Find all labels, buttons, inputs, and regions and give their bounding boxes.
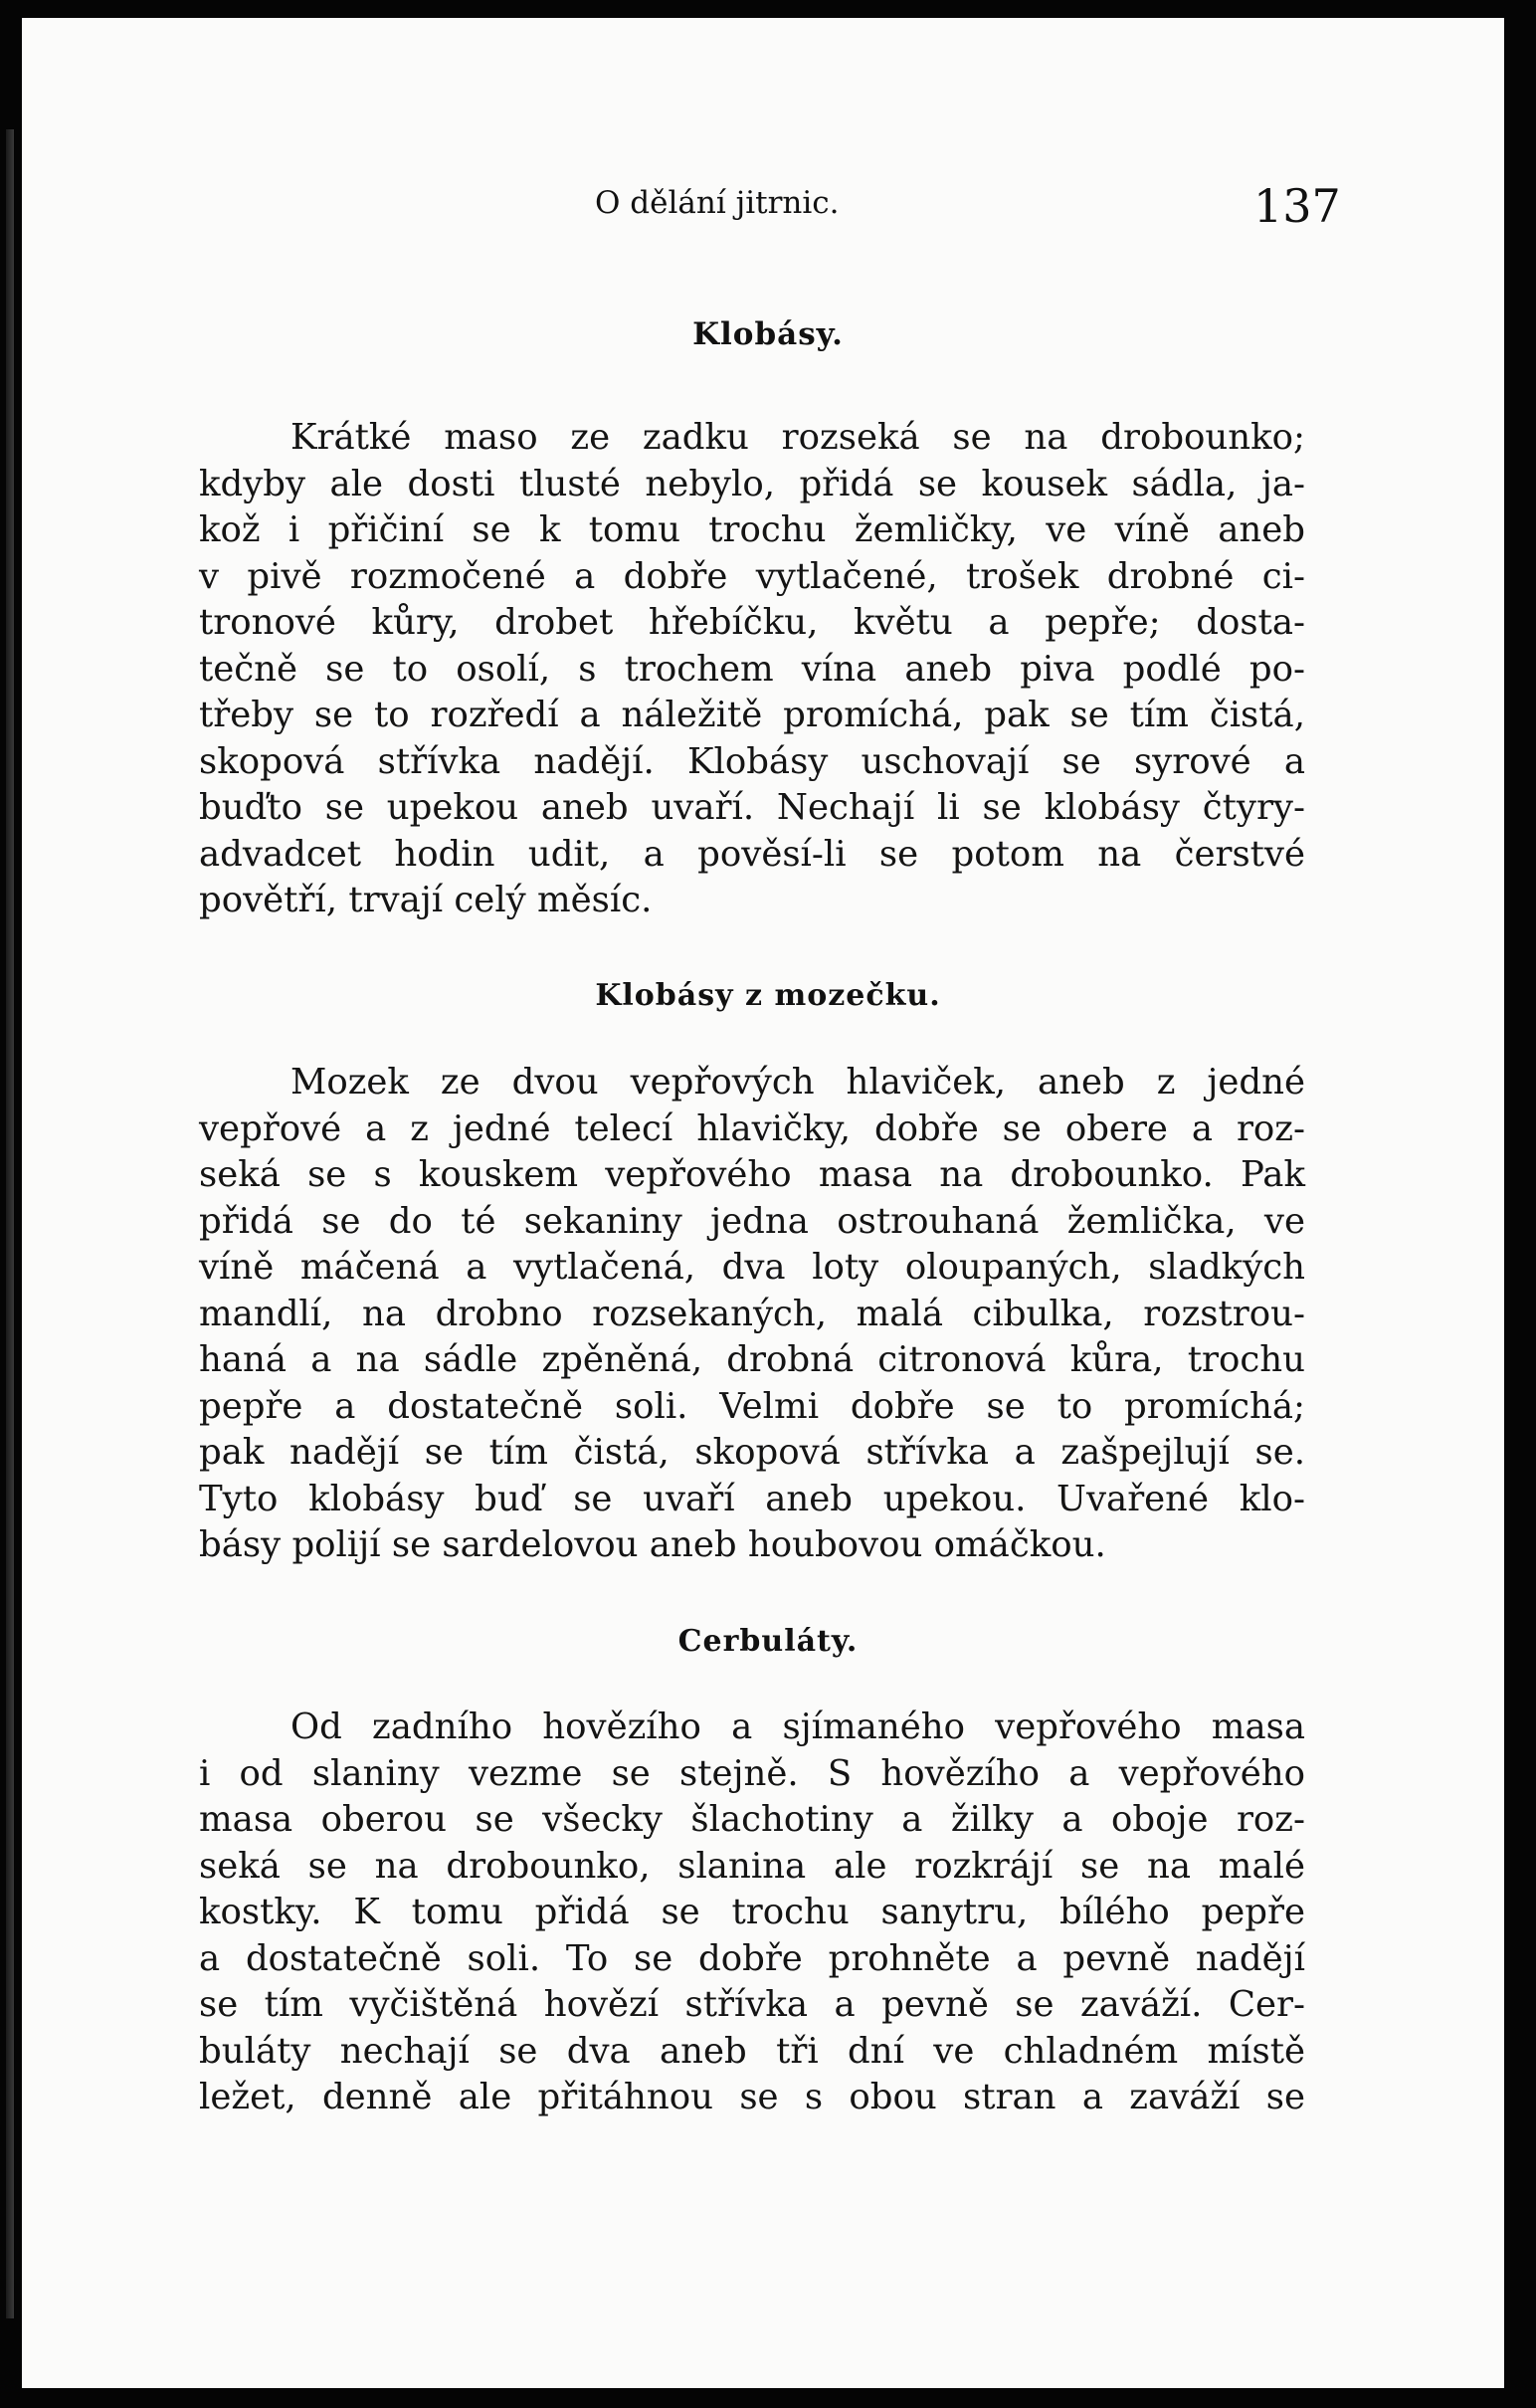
running-head: O dělání jitrnic. bbox=[595, 185, 840, 221]
text-line: buďto se upekou aneb uvaří. Nechají li se klobásy čtyry- bbox=[199, 787, 1305, 828]
text-line: pak nadějí se tím čistá, skopová střívka a zašpejlují se. bbox=[199, 1432, 1305, 1473]
text-line: skopová střívka nadějí. Klobásy uschovají se syrové a bbox=[199, 740, 1305, 782]
text-line: tronové kůry, drobet hřebíčku, květu a pepře; dosta- bbox=[199, 602, 1305, 643]
text-line: tečně se to osolí, s trochem vína aneb piva podlé po- bbox=[199, 648, 1305, 690]
text-line: seká se na drobounko, slanina ale rozkrájí se na malé bbox=[199, 1845, 1305, 1887]
text-line: přidá se do té sekaniny jedna ostrouhaná žemlička, ve bbox=[199, 1200, 1305, 1242]
paragraph-klobasy-z-mozecku bbox=[199, 1060, 1305, 1569]
text-line: Tyto klobásy buď se uvaří aneb upekou. Uvařené klo- bbox=[199, 1478, 1305, 1519]
text-line: vepřové a z jedné telecí hlavičky, dobře se obere a roz- bbox=[199, 1107, 1305, 1149]
section-heading-cerbulaty: Cerbuláty. bbox=[677, 1624, 859, 1659]
section-heading-klobasy: Klobásy. bbox=[692, 316, 844, 352]
text-line: Od zadního hovězího a sjímaného vepřového masa bbox=[290, 1706, 1305, 1747]
text-line: se tím vyčištěná hovězí střívka a pevně se zaváží. Cer- bbox=[199, 1984, 1305, 2025]
page-edge-shadow bbox=[6, 129, 14, 2318]
text-line: i od slaniny vezme se stejně. S hovězího a vepřového bbox=[199, 1752, 1305, 1794]
text-line: kdyby ale dosti tlusté nebylo, přidá se kousek sádla, ja- bbox=[199, 463, 1305, 504]
text-line: kostky. K tomu přidá se trochu sanytru, bílého pepře bbox=[199, 1892, 1305, 1932]
section-heading-klobasy-z-mozecku: Klobásy z mozečku. bbox=[595, 978, 941, 1013]
text-line: povětří, trvají celý měsíc. bbox=[199, 880, 653, 920]
text-line: haná a na sádle zpěněná, drobná citronová kůra, trochu bbox=[199, 1339, 1305, 1380]
text-line: ležet, denně ale přitáhnou se s obou stran a zaváží se bbox=[199, 2077, 1305, 2117]
text-line: seká se s kouskem vepřového masa na drobounko. Pak bbox=[199, 1154, 1305, 1195]
page-number: 137 bbox=[1253, 179, 1341, 233]
text-line: kož i přičiní se k tomu trochu žemličky, ve víně aneb bbox=[199, 509, 1305, 550]
text-line: v pivě rozmočené a dobře vytlačené, trošek drobné ci- bbox=[199, 555, 1305, 597]
text-line: buláty nechají se dva aneb tři dní ve chladném místě bbox=[199, 2030, 1305, 2072]
text-line: Krátké maso ze zadku rozseká se na drobounko; bbox=[290, 417, 1305, 458]
paragraph-klobasy bbox=[199, 415, 1305, 924]
text-line: třeby se to rozředí a náležitě promíchá, pak se tím čistá, bbox=[199, 695, 1305, 735]
text-line: masa oberou se všecky šlachotiny a žilky a oboje roz- bbox=[199, 1799, 1305, 1840]
text-line: mandlí, na drobno rozsekaných, malá cibulka, rozstrou- bbox=[199, 1293, 1305, 1334]
text-line: pepře a dostatečně soli. Velmi dobře se to promíchá; bbox=[199, 1385, 1305, 1427]
text-line: básy polijí se sardelovou aneb houbovou omáčkou. bbox=[199, 1524, 1106, 1565]
paragraph-cerbulaty bbox=[199, 1705, 1305, 2121]
text-line: a dostatečně soli. To se dobře prohněte a pevně nadějí bbox=[199, 1937, 1305, 1979]
text-line: Mozek ze dvou vepřových hlaviček, aneb z jedné bbox=[290, 1062, 1305, 1103]
text-line: advadcet hodin udit, a pověsí-li se potom na čerstvé bbox=[199, 833, 1305, 875]
text-line: víně máčená a vytlačená, dva loty oloupaných, sladkých bbox=[199, 1247, 1305, 1288]
